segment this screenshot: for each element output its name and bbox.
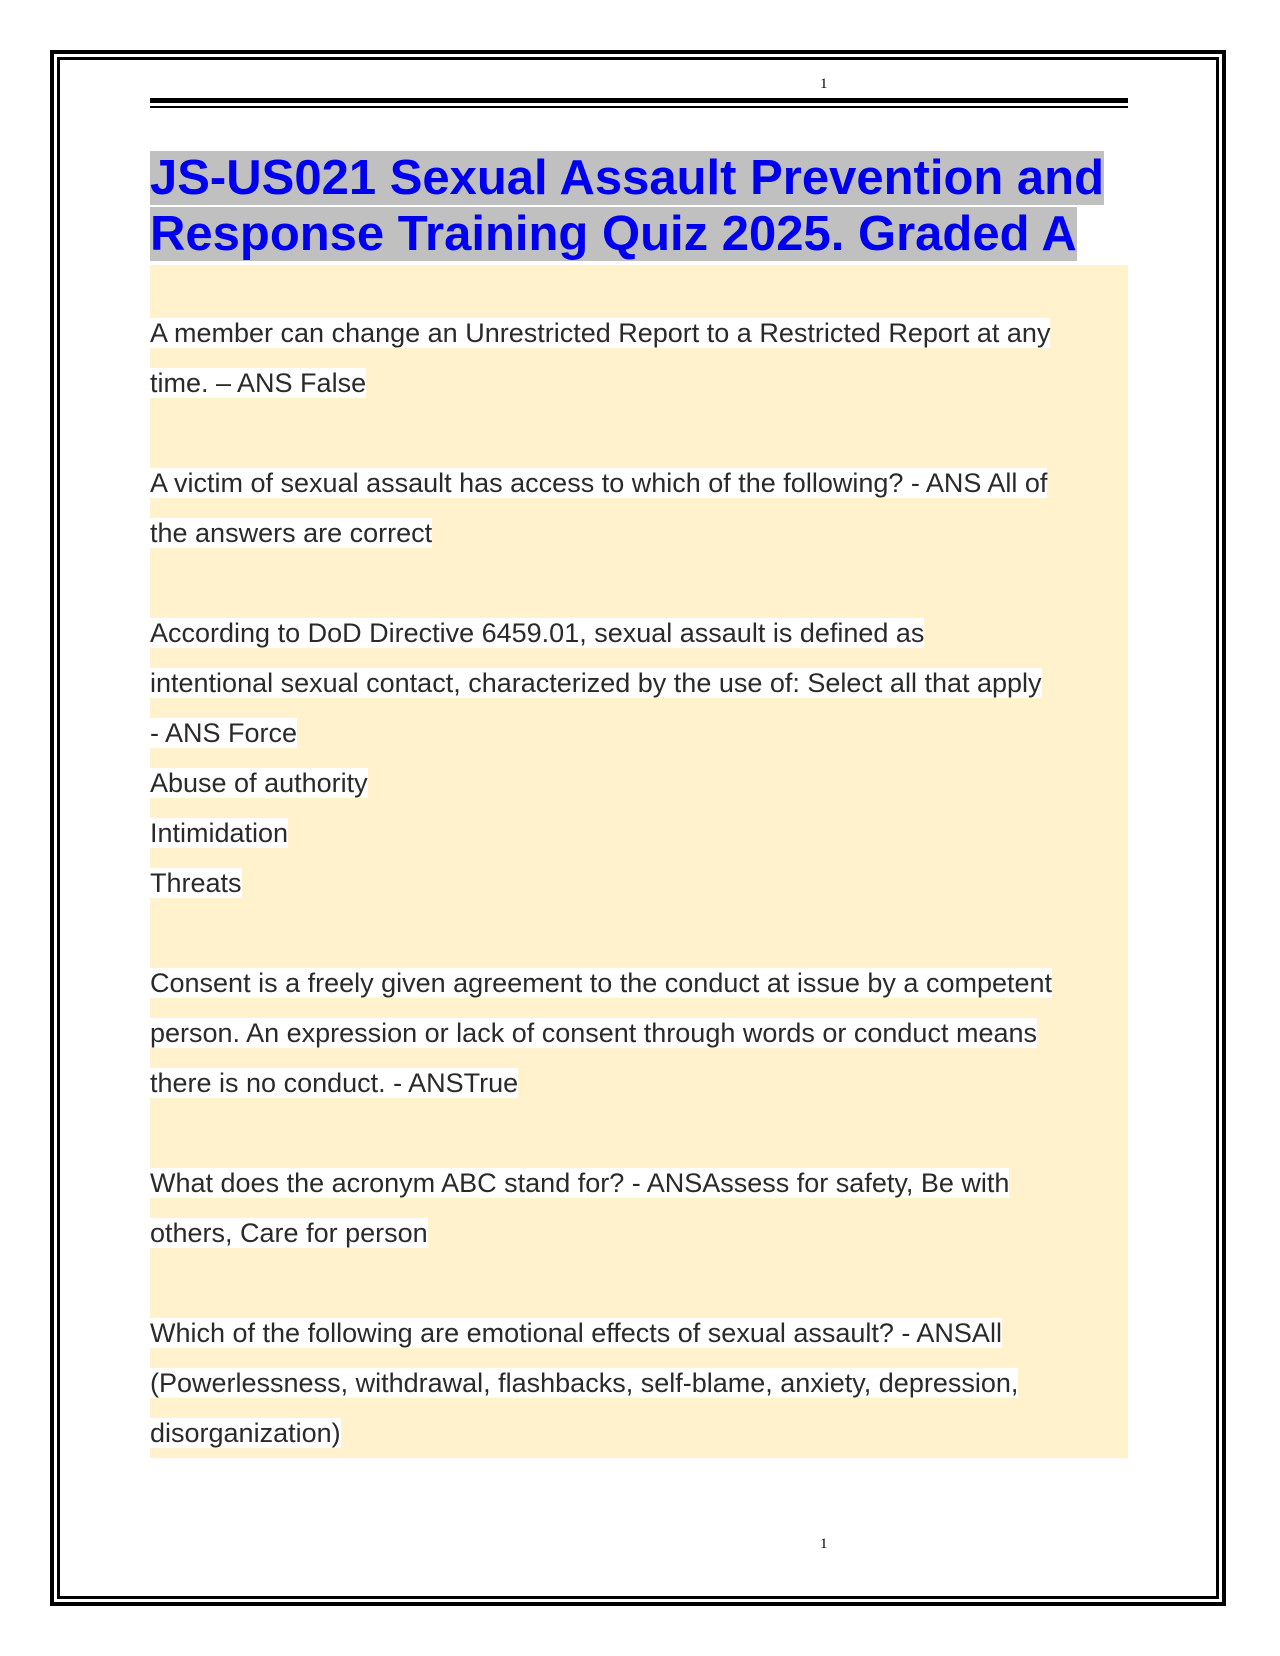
answer-option: Intimidation: [150, 818, 289, 848]
document-title-text: JS-US021 Sexual Assault Prevention and Response Training Quiz 2025. Graded A: [150, 151, 1105, 261]
spacer: [150, 1258, 1128, 1308]
header-rule-thin: [150, 106, 1128, 108]
question-line: A victim of sexual assault has access to which of the following? - ANS All of: [150, 468, 1048, 498]
spacer: [150, 908, 1128, 958]
spacer: [150, 1108, 1128, 1158]
question-line: According to DoD Directive 6459.01, sexual assault is defined as: [150, 618, 925, 648]
answer-option: Threats: [150, 868, 242, 898]
question-line: person. An expression or lack of consent through words or conduct means: [150, 1018, 1037, 1048]
question-line: What does the acronym ABC stand for? - ANSAssess for safety, Be with: [150, 1168, 1010, 1198]
question-line: - ANS Force: [150, 718, 298, 748]
qa-list: [150, 308, 1128, 1458]
question-line: disorganization): [150, 1418, 341, 1448]
document-body: [150, 150, 1128, 1458]
question-2: [150, 458, 1128, 558]
footer-page-number: 1: [820, 1536, 828, 1552]
question-line: time. – ANS False: [150, 368, 367, 398]
spacer: [150, 408, 1128, 458]
question-1: [150, 308, 1128, 408]
question-line: the answers are correct: [150, 518, 433, 548]
question-line: others, Care for person: [150, 1218, 428, 1248]
question-line: there is no conduct. - ANSTrue: [150, 1068, 519, 1098]
header-rule-thick: [150, 98, 1128, 103]
header-page-number: 1: [820, 76, 828, 92]
spacer: [150, 558, 1128, 608]
document-title: [150, 150, 1128, 262]
question-5: [150, 1158, 1128, 1258]
question-line: (Powerlessness, withdrawal, flashbacks, self-blame, anxiety, depression,: [150, 1368, 1019, 1398]
question-3: [150, 608, 1128, 908]
question-6: [150, 1308, 1128, 1458]
answer-option: Abuse of authority: [150, 768, 368, 798]
question-line: Consent is a freely given agreement to the conduct at issue by a competent: [150, 968, 1053, 998]
question-line: intentional sexual contact, characterized by the use of: Select all that apply: [150, 668, 1042, 698]
question-4: [150, 958, 1128, 1108]
question-line: A member can change an Unrestricted Report to a Restricted Report at any: [150, 318, 1051, 348]
question-line: Which of the following are emotional effects of sexual assault? - ANSAll: [150, 1318, 1002, 1348]
